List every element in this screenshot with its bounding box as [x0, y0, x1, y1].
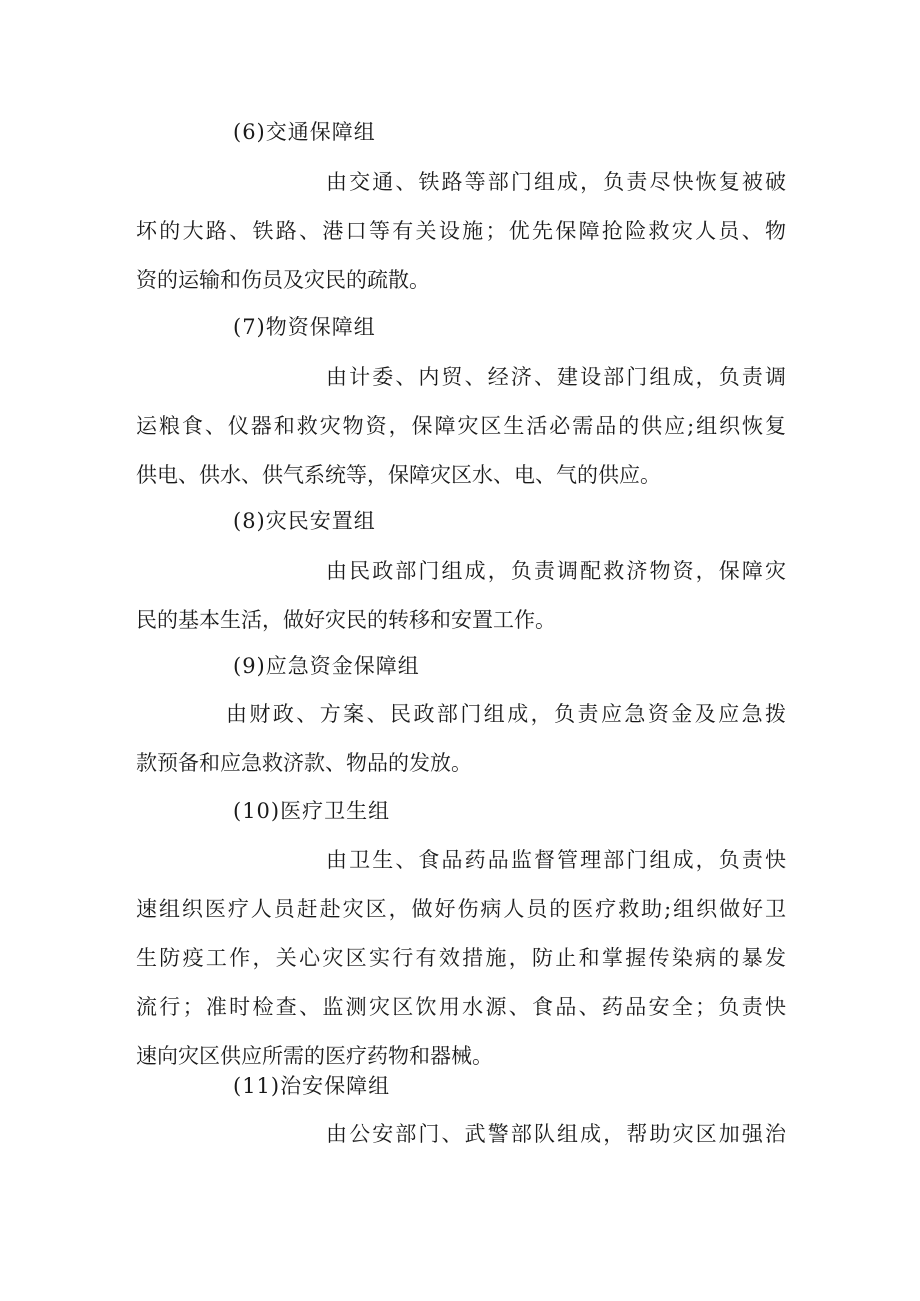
paragraph-line: 资的运输和伤员及灾民的疏散。	[136, 268, 430, 292]
paragraph-line: 供电、供水、供气系统等，保障灾区水、电、气的供应。	[136, 463, 661, 487]
paragraph-line: 由计委、内贸、经济、建设部门组成，负责调	[326, 365, 786, 389]
section-heading-11: (11)治安保障组	[233, 1074, 391, 1098]
paragraph-line: 由公安部门、武警部队组成，帮助灾区加强治	[326, 1122, 786, 1146]
section-body-7	[136, 363, 786, 510]
paragraph-line: 由卫生、食品药品监督管理部门组成，负责快	[326, 848, 786, 872]
section-heading-7: (7)物资保障组	[233, 315, 376, 339]
paragraph-line: 由交通、铁路等部门组成，负责尽快恢复被破	[326, 170, 786, 194]
paragraph-line: 由财政、方案、民政部门组成，负责应急资金及应急拨	[226, 702, 786, 726]
paragraph-line: 坏的大路、铁路、港口等有关设施；优先保障抢险救灾人员、物	[136, 219, 786, 243]
section-body-8	[136, 557, 786, 655]
section-body-10	[136, 846, 786, 1091]
paragraph-line: 生防疫工作，关心灾区实行有效措施，防止和掌握传染病的暴发	[136, 946, 786, 970]
paragraph-line: 速组织医疗人员赶赴灾区，做好伤病人员的医疗救助;组织做好卫	[136, 897, 786, 921]
paragraph-line: 由民政部门组成，负责调配救济物资，保障灾	[326, 559, 786, 583]
section-body-6	[136, 168, 786, 315]
section-heading-9: (9)应急资金保障组	[233, 654, 420, 678]
section-body-9	[136, 700, 786, 798]
section-heading-8: (8)灾民安置组	[233, 509, 376, 533]
paragraph-line: 速向灾区供应所需的医疗药物和器械。	[136, 1044, 493, 1068]
paragraph-line: 民的基本生活，做好灾民的转移和安置工作。	[136, 608, 556, 632]
paragraph-line: 款预备和应急救济款、物品的发放。	[136, 751, 472, 775]
section-heading-6: (6)交通保障组	[233, 120, 376, 144]
paragraph-line: 运粮食、仪器和救灾物资，保障灾区生活必需品的供应;组织恢复	[136, 414, 786, 438]
section-body-11	[136, 1120, 786, 1169]
section-heading-10: (10)医疗卫生组	[233, 799, 391, 823]
paragraph-line: 流行；准时检查、监测灾区饮用水源、食品、药品安全；负责快	[136, 995, 786, 1019]
